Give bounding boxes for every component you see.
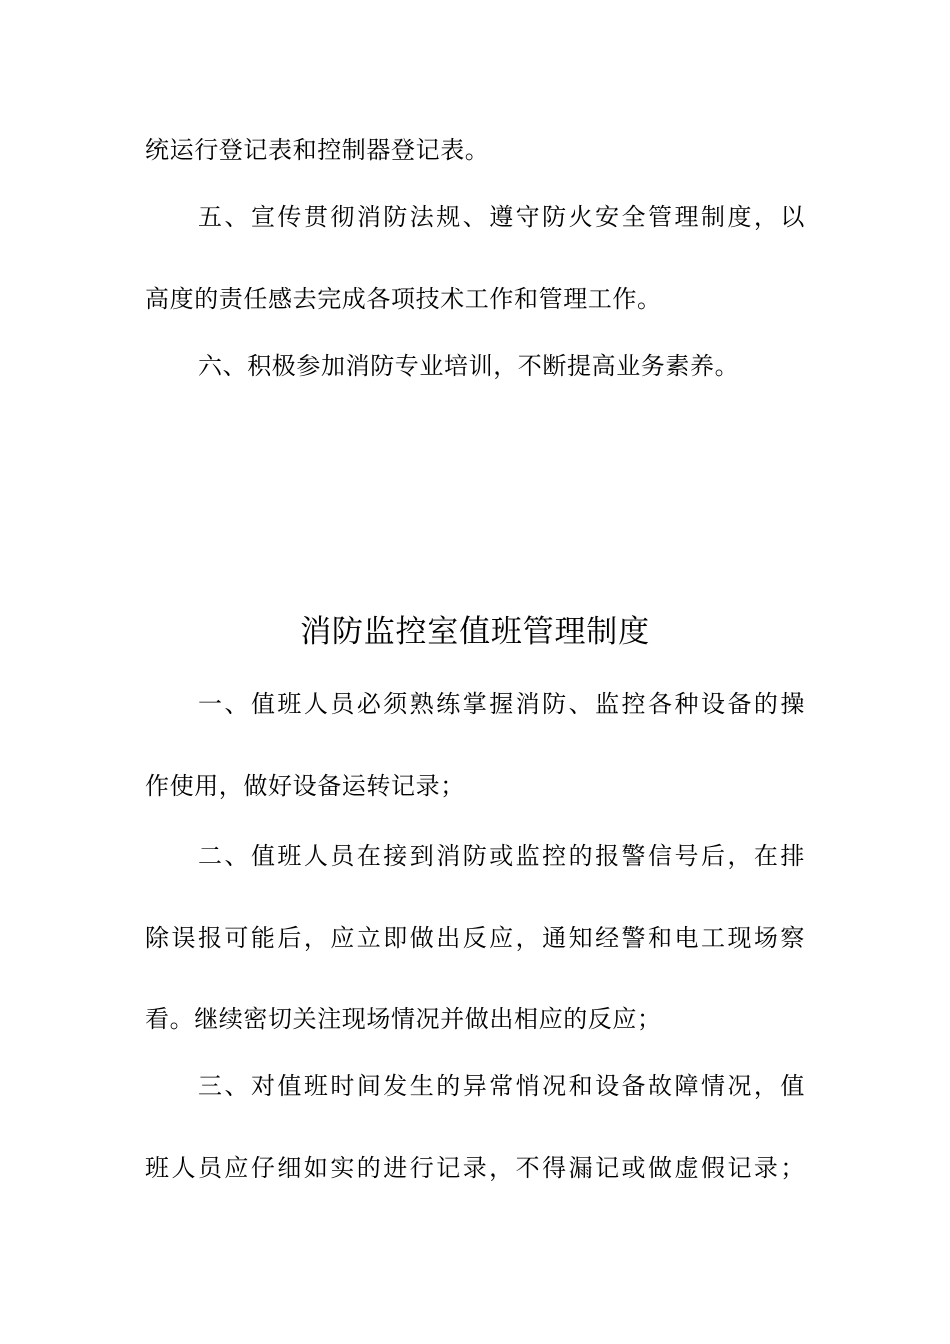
paragraph-line: 六、积极参加消防专业培训，不断提高业务素养。	[198, 352, 740, 380]
paragraph-line: 二、值班人员在接到消防或监控的报警信号后，在排	[198, 842, 805, 870]
paragraph-line: 五、宣传贯彻消防法规、遵守防火安全管理制度，以	[198, 203, 805, 231]
paragraph-line: 看。继续密切关注现场情况并做出相应的反应；	[145, 1005, 662, 1033]
paragraph-line: 三、对值班时间发生的异常悄况和设备故障情况，值	[198, 1072, 805, 1100]
section-title: 消防监控室值班管理制度	[300, 614, 650, 650]
paragraph-line: 班人员应仔细如实的进行记录，不得漏记或做虚假记录；	[145, 1154, 805, 1182]
paragraph-line: 除误报可能后，应立即做出反应，通知经警和电工现场察	[145, 924, 805, 952]
paragraph-line: 统运行登记表和控制器登记表。	[145, 136, 490, 164]
paragraph-line: 高度的责任感去完成各项技术工作和管理工作。	[145, 285, 662, 313]
paragraph-line: 一、值班人员必须熟练掌握消防、监控各种设备的操	[198, 690, 805, 718]
paragraph-line: 作使用，做好设备运转记录；	[145, 772, 465, 800]
